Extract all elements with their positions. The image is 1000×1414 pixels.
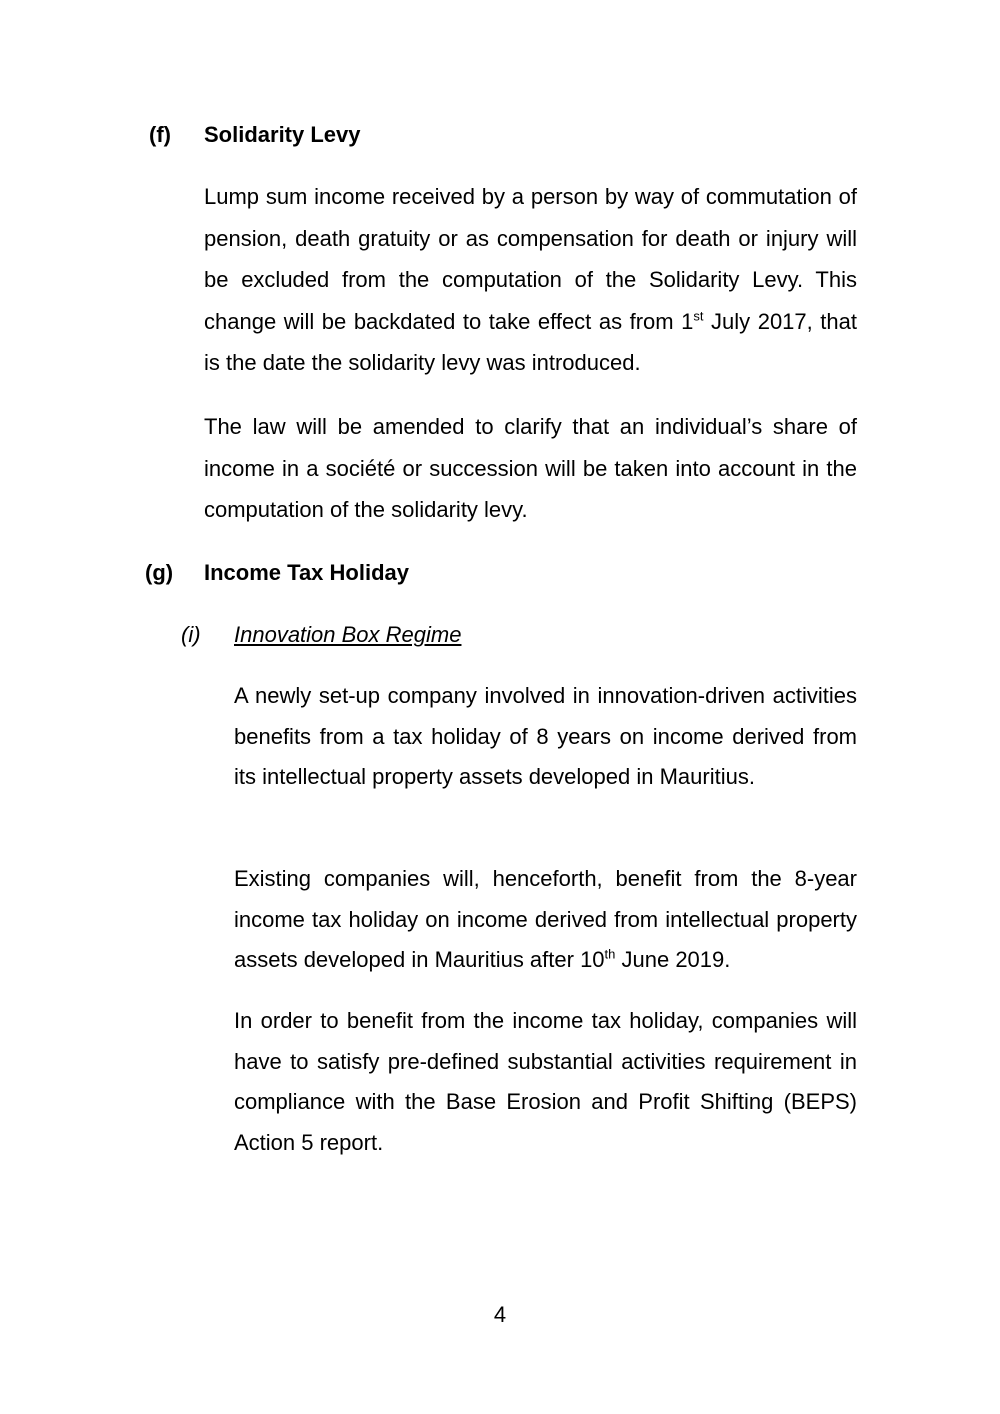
section-f-label: (f) [149, 122, 171, 147]
subsection-i-paragraph-3: In order to benefit from the income tax holiday, companies will have to satisfy pre-defined substantial activities requirement in compliance with the Base Erosion and Profit Shifting (BEPS) Action 5 report. [234, 1008, 857, 1155]
subsection-i-paragraph-1: A newly set-up company involved in innovation-driven activities benefits from a tax holiday of 8 years on income derived from its intellectual property assets developed in Mauritius. [234, 683, 857, 789]
section-f-title: Solidarity Levy [204, 122, 361, 147]
section-f-paragraph-1-superscript: st [693, 308, 704, 324]
page-number: 4 [493, 1302, 507, 1327]
section-f-paragraph-1 [204, 176, 857, 384]
subsection-i-label: (i) [181, 622, 201, 647]
section-g-label: (g) [145, 560, 174, 585]
section-f-paragraph-2: The law will be amended to clarify that an individual’s share of income in a société or succession will be taken into account in the computation of the solidarity levy. [204, 414, 857, 522]
section-f-heading [149, 120, 869, 150]
subsection-i-paragraph-2-text-b: June 2019. [615, 947, 731, 972]
subsection-i-paragraph-2-text-a: Existing companies will, henceforth, benefit from the 8-year income tax holiday on income derived from intellectual property assets developed in Mauritius after 10 [234, 866, 857, 972]
subsection-i-paragraph-2 [234, 859, 857, 981]
section-g-heading [145, 558, 865, 588]
section-f-paragraph-1-text-a: Lump sum income received by a person by way of commutation of pension, death gratuity or as compensation for death or injury will be excluded from the computation of the Solidarity Levy. This change will be backdated to take effect as from 1 [204, 184, 857, 334]
subsection-i-heading [181, 620, 861, 650]
section-g-title: Income Tax Holiday [204, 560, 409, 585]
subsection-i-title: Innovation Box Regime [234, 622, 462, 647]
subsection-i-paragraph-2-superscript: th [604, 946, 616, 962]
section-f-paragraph-1-text-b: July 2017, that is the date the solidarity levy was introduced. [204, 308, 858, 375]
